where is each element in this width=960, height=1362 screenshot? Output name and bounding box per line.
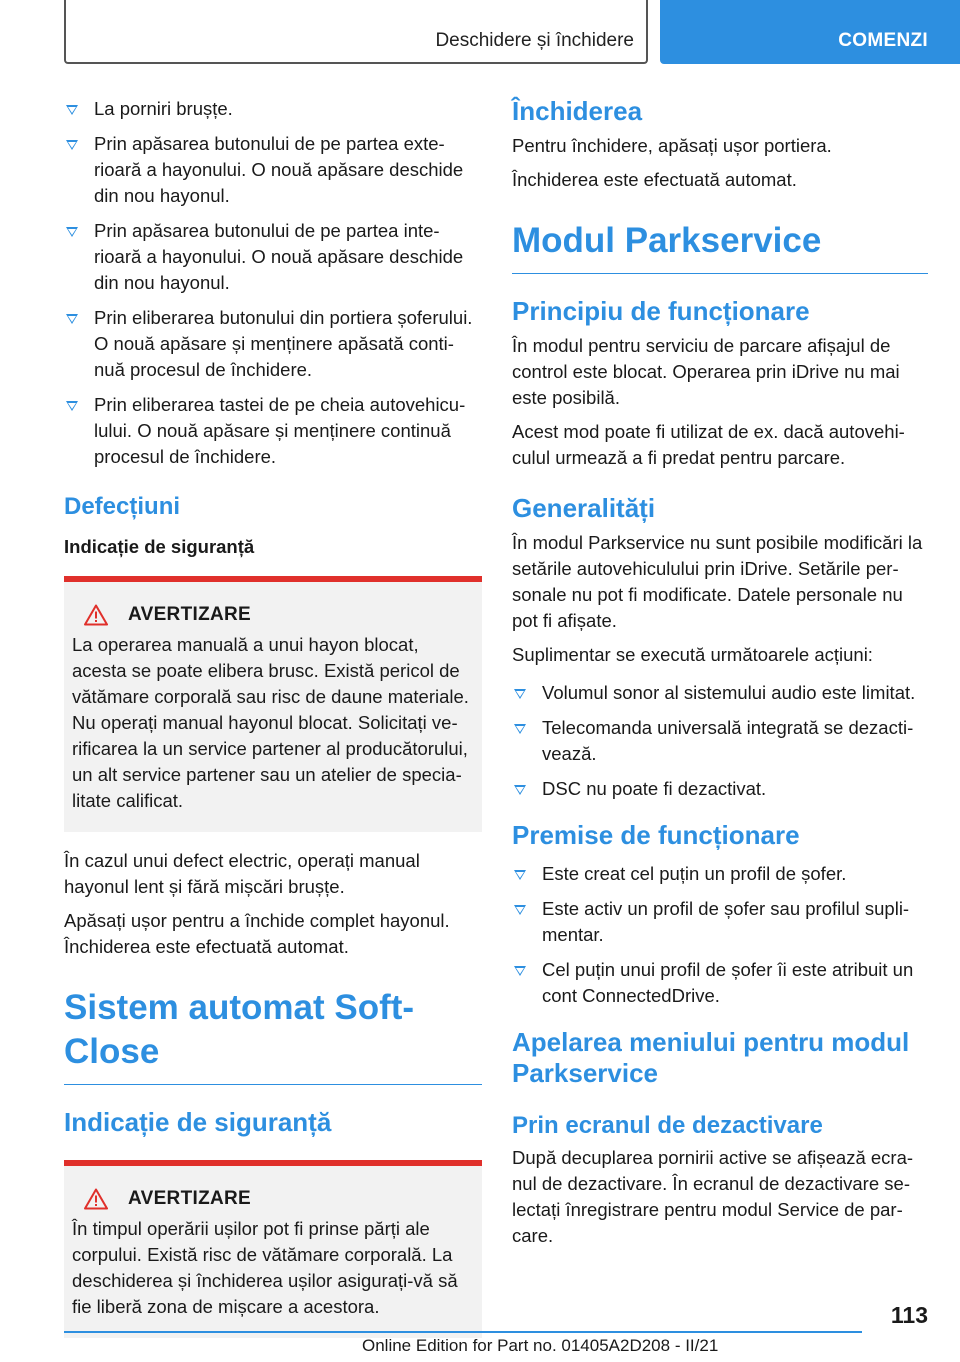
heading-inchiderea: Închiderea (512, 96, 643, 126)
heading-defectiuni: Defecțiuni (64, 493, 181, 520)
heading-ecran: Prin ecranul de dezactivare (512, 1112, 823, 1139)
paragraph: Apăsați ușor pentru a închide complet hayonul. Închiderea este efectuată automat. (64, 910, 450, 957)
list-item: Cel puțin unui profil de șofer îi este atribuit un cont ConnectedDrive. (512, 957, 928, 1009)
list-item: Telecomanda universală integrată se dezacti-vează. (512, 715, 928, 767)
triangle-bullet-icon (514, 689, 526, 699)
warning-text: La operarea manuală a unui hayon blocat, acesta se poate elibera brusc. Există pericol de vătămare corporală sau risc de daune materiale. Nu operați manual hayonul blocat. Solicitați ve-rificarea la un service partener al producătorului, un alt service partener sau un atelier de specia-litate calificat. (72, 634, 469, 811)
paragraph: În modul pentru serviciu de parcare afișajul de control este blocat. Operarea prin iDrive nu mai este posibilă. (512, 335, 900, 408)
paragraph: Acest mod poate fi utilizat de ex. dacă autovehi-culul urmează a fi predat pentru parcare. (512, 421, 905, 468)
premise-bullets (512, 861, 928, 1009)
generalitati-bullets (512, 680, 928, 802)
triangle-bullet-icon (514, 905, 526, 915)
heading-principiu: Principiu de funcționare (512, 296, 810, 326)
right-column (512, 96, 928, 1257)
section-header (64, 0, 648, 64)
chapter-tab (660, 0, 960, 64)
list-item: Prin apăsarea butonului de pe partea inte-rioară a hayonului. O nouă apăsare deschide din nou hayonul. (64, 218, 482, 296)
triangle-bullet-icon (514, 966, 526, 976)
heading-softclose-safety: Indicație de siguranță (64, 1107, 332, 1137)
list-item: Prin eliberarea tastei de pe cheia autovehicu-lului. O nouă apăsare și menținere continuă procesul de închidere. (64, 392, 482, 470)
page-number: 113 (890, 1302, 928, 1328)
triangle-bullet-icon (514, 870, 526, 880)
list-item: Volumul sonor al sistemului audio este limitat. (512, 680, 928, 706)
triangle-bullet-icon (514, 785, 526, 795)
paragraph: În modul Parkservice nu sunt posibile modificări la setările autovehiculului prin iDrive. Setările per-sonale nu pot fi modificate. Datele personale nu pot fi afișate. (512, 532, 923, 631)
paragraph: Închiderea este efectuată automat. (512, 169, 797, 190)
list-item: La porniri brușțe. (64, 96, 482, 122)
paragraph: Suplimentar se execută următoarele acțiuni: (512, 644, 873, 665)
paragraph: În cazul unui defect electric, operați manual hayonul lent și fără mișcări brușțe. (64, 850, 420, 897)
warning-box (64, 1160, 482, 1338)
list-item: Este creat cel puțin un profil de șofer. (512, 861, 928, 887)
warning-triangle-icon (84, 1188, 108, 1210)
warning-text: În timpul operării ușilor pot fi prinse părți ale corpului. Există risc de vătămare corporală. La deschiderea și închiderea ușilor asigurați-vă să fie liberă zona de mișcare a acestora. (72, 1218, 458, 1317)
footer-divider (64, 1331, 862, 1333)
warning-triangle-icon (84, 604, 108, 626)
triangle-bullet-icon (66, 314, 78, 324)
left-column (64, 96, 482, 1338)
list-item: Prin apăsarea butonului de pe partea exte-rioară a hayonului. O nouă apăsare deschide din nou hayonul. (64, 131, 482, 209)
heading-generalitati: Generalități (512, 493, 656, 523)
triangle-bullet-icon (66, 227, 78, 237)
list-item: Prin eliberarea butonului din portiera șoferului. O nouă apăsare și menținere apăsată conti-nuă procesul de închidere. (64, 305, 482, 383)
triangle-bullet-icon (514, 724, 526, 734)
paragraph: După decuplarea pornirii active se afișează ecra-nul de dezactivare. În ecranul de dezactivare se-lectați înregistrare pentru modul Service de par-care. (512, 1147, 914, 1246)
safety-label: Indicație de siguranță (64, 536, 255, 557)
chapter-title: COMENZI (838, 30, 928, 51)
triangle-bullet-icon (66, 401, 78, 411)
paragraph: Pentru închidere, apăsați ușor portiera. (512, 135, 832, 156)
edition-note: Online Edition for Part no. 01405A2D208 - II/21 (362, 1336, 719, 1355)
warning-title: AVERTIZARE (72, 604, 474, 626)
warning-box (64, 576, 482, 832)
triangle-bullet-icon (66, 105, 78, 115)
section-title: Deschidere și închidere (435, 30, 634, 51)
list-item: DSC nu poate fi dezactivat. (512, 776, 928, 802)
heading-premise: Premise de funcționare (512, 820, 800, 850)
triangle-bullet-icon (66, 140, 78, 150)
heading-parkservice: Modul Parkservice (512, 219, 928, 274)
heading-softclose: Sistem automat Soft-Close (64, 986, 482, 1085)
heading-apelarea: Apelarea meniului pentru modul Parkservice (512, 1027, 910, 1088)
list-item: Este activ un profil de șofer sau profilul supli-mentar. (512, 896, 928, 948)
closing-bullets (64, 96, 482, 470)
warning-title: AVERTIZARE (72, 1188, 474, 1210)
